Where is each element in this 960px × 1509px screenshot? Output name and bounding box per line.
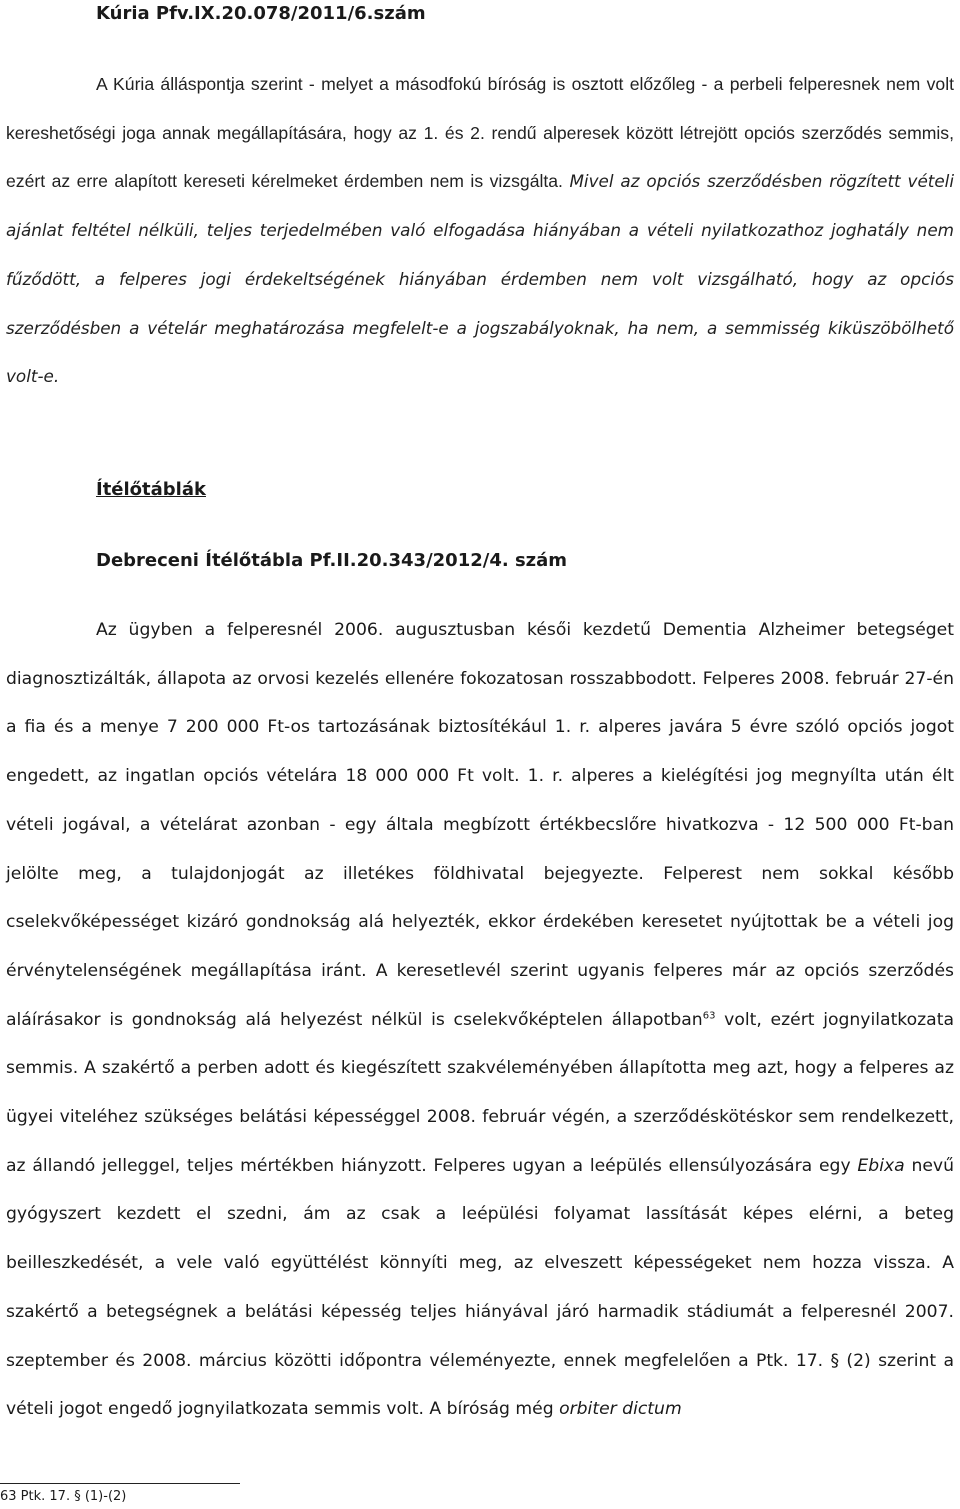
paragraph-kuria-italic-summary: Mivel az opciós szerződésben rögzített vételi ajánlat feltétel nélküli, teljes terjedelmében való elfogadása hiányában a vételi nyilatkozathoz joghatály nem fűződött, a felperes jogi érdekeltségének hiányában érdemben nem volt vizsgálható, hogy az opciós szerződésben a vételár meghatározása megfelelt-e a jogszabályoknak, ha nem, a semmisség kiküszöbölhető volt-e.	[6, 171, 955, 387]
footnote-reference: 63	[702, 1009, 716, 1021]
case-title: Debreceni Ítélőtábla Pf.II.20.343/2012/4. szám	[96, 550, 568, 571]
footnote-separator	[0, 1483, 240, 1484]
paragraph-case-text-part3: nevű gyógyszert kezdett el szedni, ám az csak a leépülési folyamat lassítását képes elérni, a beteg beilleszkedését, a vele való együttélést könnyíti meg, az elveszett képességeket nem hozza vissza. A szakértő a betegségnek a belátási képesség teljes hiányával járó harmadik stádiumát a felperesnél 2007. szeptember és 2008. március közötti időpontra véleményezte, ennek megfelelően a Ptk. 17. § (2) szerint a vételi jogot engedő jognyilatkozata semmis volt. A bíróság még	[6, 1155, 954, 1420]
paragraph-case-text-part2: volt, ezért jognyilatkozata semmis. A szakértő a perben adott és kiegészített szakvéleményében állapította meg azt, hogy a felperes az ügyei viteléhez szükséges belátási képességgel 2008. február végén, a szerződéskötéskor sem rendelkezett, az állandó jelleggel, teljes mértékben hiányzott. Felperes ugyan a leépülés ellensúlyozására egy	[6, 1009, 954, 1176]
paragraph-kuria-text: A Kúria álláspontja szerint - melyet a másodfokú bíróság is osztott előzőleg - a perbeli felperesnek nem volt kereshetőségi joga annak megállapítására, hogy az 1. és 2. rendű alperesek között létrejött opciós szerződés semmis, ezért az erre alapított kereseti kérelmeket érdemben nem is vizsgálta.	[6, 74, 954, 192]
paragraph-case-facts	[6, 606, 954, 1434]
latin-phrase: orbiter dictum	[559, 1399, 682, 1420]
document-header-title: Kúria Pfv.IX.20.078/2011/6.szám	[96, 3, 426, 24]
paragraph-kuria-position	[6, 60, 954, 401]
paragraph-case-text-part1: Az ügyben a felperesnél 2006. augusztusban késői kezdetű Dementia Alzheimer betegséget diagnosztizálták, állapota az orvosi kezelés ellenére fokozatosan rosszabbodott. Felperes 2008. február 27-én a fia és a menye 7 200 000 Ft-os tartozásának biztosítékául 1. r. alperes javára 5 évre szóló opciós jogot engedett, az ingatlan opciós vételára 18 000 000 Ft volt. 1. r. alperes a kielégítési jog megnyílta után élt vételi jogával, a vételárat azonban - egy általa megbízott értékbecslőre hivatkozva - 12 500 000 Ft-ban jelölte meg, a tulajdonjogát az illetékes földhivatal bejegyezte. Felperest nem sokkal később cselekvőképességet kizáró gondnokság alá helyezték, ekkor érdekében keresetet nyújtottak be a vételi jog érvénytelenségének megállapítása iránt. A keresetlevél szerint ugyanis felperes már az opciós szerződés aláírásakor is gondnokság alá helyezést nélkül is cselekvőképtelen állapotban	[6, 620, 954, 1030]
footnote-text: 63 Ptk. 17. § (1)-(2)	[0, 1489, 127, 1504]
drug-name: Ebixa	[857, 1155, 905, 1176]
section-heading-itelotablak: Ítélőtáblák	[96, 479, 206, 500]
